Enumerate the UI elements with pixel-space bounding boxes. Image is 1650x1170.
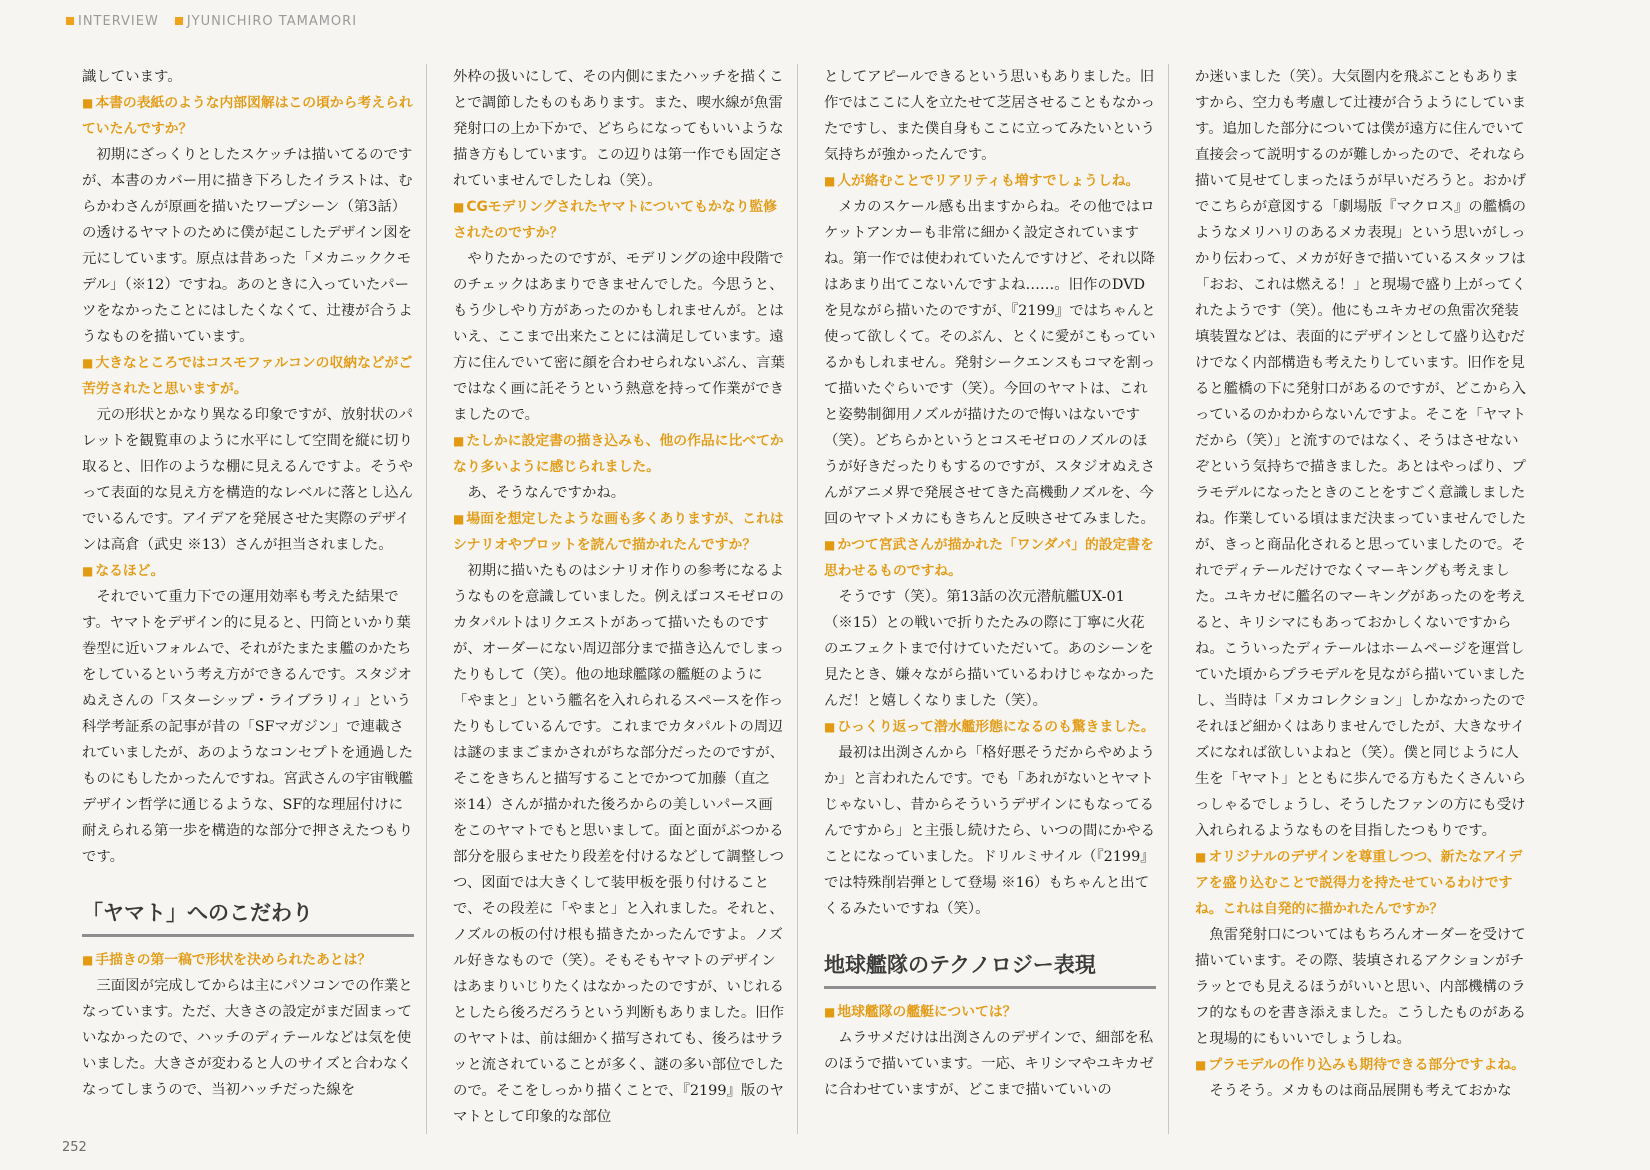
interview-question — [824, 532, 1156, 584]
interview-question — [1195, 844, 1528, 922]
interview-question — [1195, 1052, 1528, 1078]
question-marker-icon: ■ — [82, 96, 94, 110]
interview-question — [453, 194, 785, 246]
interview-question — [82, 90, 414, 142]
interview-question — [453, 428, 785, 480]
interview-answer: か迷いました（笑）。大気圏内を飛ぶこともありますから、空力も考慮して辻褄が合うようにしています。追加した部分については僕が遠方に住んでいて直接会って説明するのが難しかったので、それなら描いて見せてしまったほうが早いだろうと。おかげでこちらが意図する「劇場版『マクロス』の艦橋のようなメリハリのあるメカ表現」という思いがしっかり伝わって、メカが好きで描いているスタッフは「おお、これは燃える！」と現場で盛り上がってくれたようです（笑）。他にもユキカゼの魚雷次発装填装置などは、表面的にデザインとして盛り込むだけでなく内部構造も考えたりしています。旧作を見ると艦橋の下に発射口があるのですが、どこから入っているのかわからないんですよ。そこを「ヤマトだから（笑）」と流すのではなく、そうはさせないぞという気持ちで描きました。あとはやっぱり、プラモデルになったときのことをすごく意識しましたね。作業している頃はまだ決まっていませんでしたが、きっと商品化されると思っていましたので。それでディテールだけでなくマーキングも考えました。ユキカゼに艦名のマーキングがあったのを考えると、キリシマにもあっておかしくないですからね。こういったディテールはホームページを運営していた頃からプラモデルを見ながら描いていましたし、当時は「メカコレクション」しかなかったのでそれほど細かくはありませんでしたが、大きなサイズになれば欲しいよねと（笑）。僕と同じように人生を「ヤマト」とともに歩んでる方もたくさんいらっしゃるでしょうし、そうしたファンの方にも受け入れられるようなものを目指したつもりです。 — [1195, 69, 1526, 839]
question-marker-icon: ■ — [82, 953, 94, 967]
interview-answer: やりたかったのですが、モデリングの途中段階でのチェックはあまりできませんでした。今思うと、もう少しやり方があったのかもしれませんが。とはいえ、ここまで出来たことには満足しています。遠方に住んでいて密に顔を合わせられないぶん、言葉ではなく画に託そうという熱意を持って作業ができましたので。 — [453, 251, 785, 423]
question-text: CGモデリングされたヤマトについてもかなり監修されたのですか？ — [453, 199, 777, 241]
question-marker-icon: ■ — [453, 434, 465, 448]
question-text: 地球艦隊の艦艇については？ — [837, 1004, 1017, 1020]
interview-question — [453, 506, 785, 558]
article-columns — [82, 64, 1542, 1134]
interview-answer: 最初は出渕さんから「格好悪そうだからやめようか」と言われたんです。でも「あれがないとヤマトじゃないし、昔からそういうデザインにもなってるんですから」と主張し続けたら、いつの間にかやることになっていました。ドリルミサイル（『2199』では特殊削岩弾として登場 ※16）もちゃんと出てくるみたいですね（笑）。 — [824, 745, 1155, 917]
question-marker-icon: ■ — [453, 512, 465, 526]
question-text: かつて宮武さんが描かれた「ワンダバ」的設定書を思わせるものですね。 — [824, 537, 1154, 579]
interview-question — [824, 168, 1156, 194]
question-text: 人が絡むことでリアリティも増すでしょうしね。 — [837, 173, 1140, 189]
question-text: オリジナルのデザインを尊重しつつ、新たなアイデアを盛り込むことで説得力を持たせているわけですね。これは自発的に描かれたんですか？ — [1195, 849, 1523, 917]
interview-answer: 三面図が完成してからは主にパソコンでの作業となっています。ただ、大きさの設定がまだ固まっていなかったので、ハッチのディテールなどは気を使いました。大きさが変わると人のサイズと合わなくなってしまうので、当初ハッチだった線を — [82, 978, 413, 1098]
interview-question — [82, 558, 414, 584]
interview-answer: メカのスケール感も出ますからね。その他ではロケットアンカーも非常に細かく設定されていますね。第一作では使われていたんですけど、それ以降はあまり出てこないんですよね……。旧作のDVDを見ながら描いたのですが、『2199』ではちゃんと使って欲しくて。そのぶん、とくに愛がこもっているかもしれません。発射シークエンスもコマを割って描いたぐらいです（笑）。今回のヤマトは、これと姿勢制御用ノズルが描けたので悔いはないです（笑）。どちらかというとコスモゼロのノズルのほうが好きだったりもするのですが、スタジオぬえさんがアニメ界で発展させてきた高機動ノズルを、今回のヤマトメカにもきちんと反映させてみました。 — [824, 199, 1156, 527]
interview-question — [82, 947, 414, 973]
question-text: プラモデルの作り込みも期待できる部分ですよね。 — [1208, 1057, 1525, 1073]
header-section: INTERVIEW — [66, 14, 159, 29]
interview-answer: それでいて重力下での運用効率も考えた結果です。ヤマトをデザイン的に見ると、円筒といかり葉巻型に近いフォルムで、それがたまたま艦のかたちをしているという考え方ができるんです。スタジオぬえさんの「スターシップ・ライブラリィ」という科学考証系の記事が昔の「SFマガジン」で連載されていましたが、あのようなコンセプトを通過したものにもしたかったんですね。宮武さんの宇宙戦艦デザイン哲学に通じるような、SF的な理屈付けに耐えられる第一歩を構造的な部分で押さえたつもりです。 — [82, 589, 413, 865]
page-header — [66, 14, 357, 29]
question-text: 本書の表紙のような内部図解はこの頃から考えられていたんですか？ — [82, 95, 413, 137]
question-text: 手描きの第一稿で形状を決められたあとは？ — [95, 952, 372, 968]
interview-question — [82, 350, 414, 402]
article-column-2 — [453, 64, 798, 1134]
question-marker-icon: ■ — [82, 564, 94, 578]
question-marker-icon: ■ — [453, 200, 465, 214]
interview-answer: 初期に描いたものはシナリオ作りの参考になるようなものを意識していました。例えばコスモゼロのカタパルトはリクエストがあって描いたものですが、オーダーにない周辺部分まで描き込んでしまったりもして（笑）。他の地球艦隊の艦艇のように「やまと」という艦名を入れられるスペースを作ったりもしているんです。これまでカタパルトの周辺は謎のままごまかされがちな部分だったのですが、そこをきちんと描写することでかつて加藤（直之 ※14）さんが描かれた後ろからの美しいパース画をこのヤマトでもと思いまして。面と面がぶつかる部分を服らませたり段差を付けるなどして調整しつつ、図面では大きくして装甲板を張り付けることで、その段差に「やまと」と入れました。それと、ノズルの板の付け根も描きたかったんですよ。ノズル好きなもので（笑）。そもそもヤマトのデザインはあまりいじりたくはなかったのですが、いじれるとしたら後ろだろうという判断もありました。旧作のヤマトは、前は細かく描写されても、後ろはサラッと流されていることが多く、謎の多い部位でしたので。そこをしっかり描くことで、『2199』版のヤマトとして印象的な部位 — [453, 563, 785, 1125]
interview-answer: そうそう。メカものは商品展開も考えておかな — [1209, 1083, 1512, 1099]
question-text: 大きなところではコスモファルコンの収納などがご苦労されたと思いますが。 — [82, 355, 413, 397]
question-marker-icon: ■ — [824, 174, 836, 188]
article-column-1 — [82, 64, 427, 1134]
article-column-4 — [1195, 64, 1540, 1134]
section-heading: 地球艦隊のテクノロジー表現 — [824, 948, 1156, 989]
question-marker-icon: ■ — [82, 356, 94, 370]
interview-answer: 外枠の扱いにして、その内側にまたハッチを描くことで調節したものもあります。また、喫水線が魚雷発射口の上か下かで、どちらになってもいいような描き方もしています。この辺りは第一作でも固定されていませんでしたしね（笑）。 — [453, 69, 784, 189]
interview-answer: あ、そうなんですかね。 — [467, 485, 626, 501]
interview-question — [824, 714, 1156, 740]
question-text: なるほど。 — [95, 563, 165, 579]
question-text: ひっくり返って潜水艦形態になるのも驚きました。 — [837, 719, 1155, 735]
question-marker-icon: ■ — [1195, 850, 1207, 864]
question-marker-icon: ■ — [1195, 1058, 1207, 1072]
question-text: たしかに設定書の描き込みも、他の作品に比べてかなり多いように感じられました。 — [453, 433, 784, 475]
interview-answer: 初期にざっくりとしたスケッチは描いてるのですが、本書のカバー用に描き下ろしたイラストは、むらかわさんが原画を描いたワープシーン（第3話）の透けるヤマトのために僕が起こしたデザイン図を元にしています。原点は昔あった「メカニッククモデル」（※12）ですね。あのときに入っていたパーツをなかったことにはしたくなくて、辻褄が合うようなものを描いています。 — [82, 147, 413, 345]
interview-answer: そうです（笑）。第13話の次元潜航艦UX-01（※15）との戦いで折りたたみの際に丁寧に火花のエフェクトまで付けていただいて。あのシーンを見たとき、嫌々ながら描いているわけじゃなかったんだ！と嬉しくなりました（笑）。 — [824, 589, 1155, 709]
interview-answer: 魚雷発射口についてはもちろんオーダーを受けて描いています。その際、装填されるアクションがチラッとでも見えるほうがいいと思い、内部機構のラフ的なものを書き添えました。こうしたものがあると現場的にもいいでしょうしね。 — [1195, 927, 1526, 1047]
question-marker-icon: ■ — [824, 720, 836, 734]
article-column-3 — [824, 64, 1169, 1134]
interview-answer: 識しています。 — [82, 69, 182, 85]
interview-answer: としてアピールできるという思いもありました。旧作ではここに人を立たせて芝居させることもなかったですし、また僕自身もここに立ってみたいという気持ちが強かったんです。 — [824, 69, 1155, 163]
question-marker-icon: ■ — [824, 1005, 836, 1019]
interview-question — [824, 999, 1156, 1025]
header-name: JYUNICHIRO TAMAMORI — [175, 14, 357, 29]
page-number: 252 — [62, 1140, 87, 1155]
interview-answer: ムラサメだけは出渕さんのデザインで、細部を私のほうで描いています。一応、キリシマやユキカゼに合わせていますが、どこまで描いていいの — [824, 1030, 1154, 1098]
question-text: 場面を想定したような画も多くありますが、これはシナリオやプロットを読んで描かれたんですか？ — [453, 511, 784, 553]
question-marker-icon: ■ — [824, 538, 836, 552]
section-heading: 「ヤマト」へのこだわり — [82, 896, 414, 937]
interview-answer: 元の形状とかなり異なる印象ですが、放射状のパレットを観覧車のように水平にして空間を縦に切り取ると、旧作のような棚に見えるんですよ。そうやって表面的な見え方を構造的なレベルに落とし込んでいるんです。アイデアを発展させた実際のデザインは高倉（武史 ※13）さんが担当されました。 — [82, 407, 413, 553]
